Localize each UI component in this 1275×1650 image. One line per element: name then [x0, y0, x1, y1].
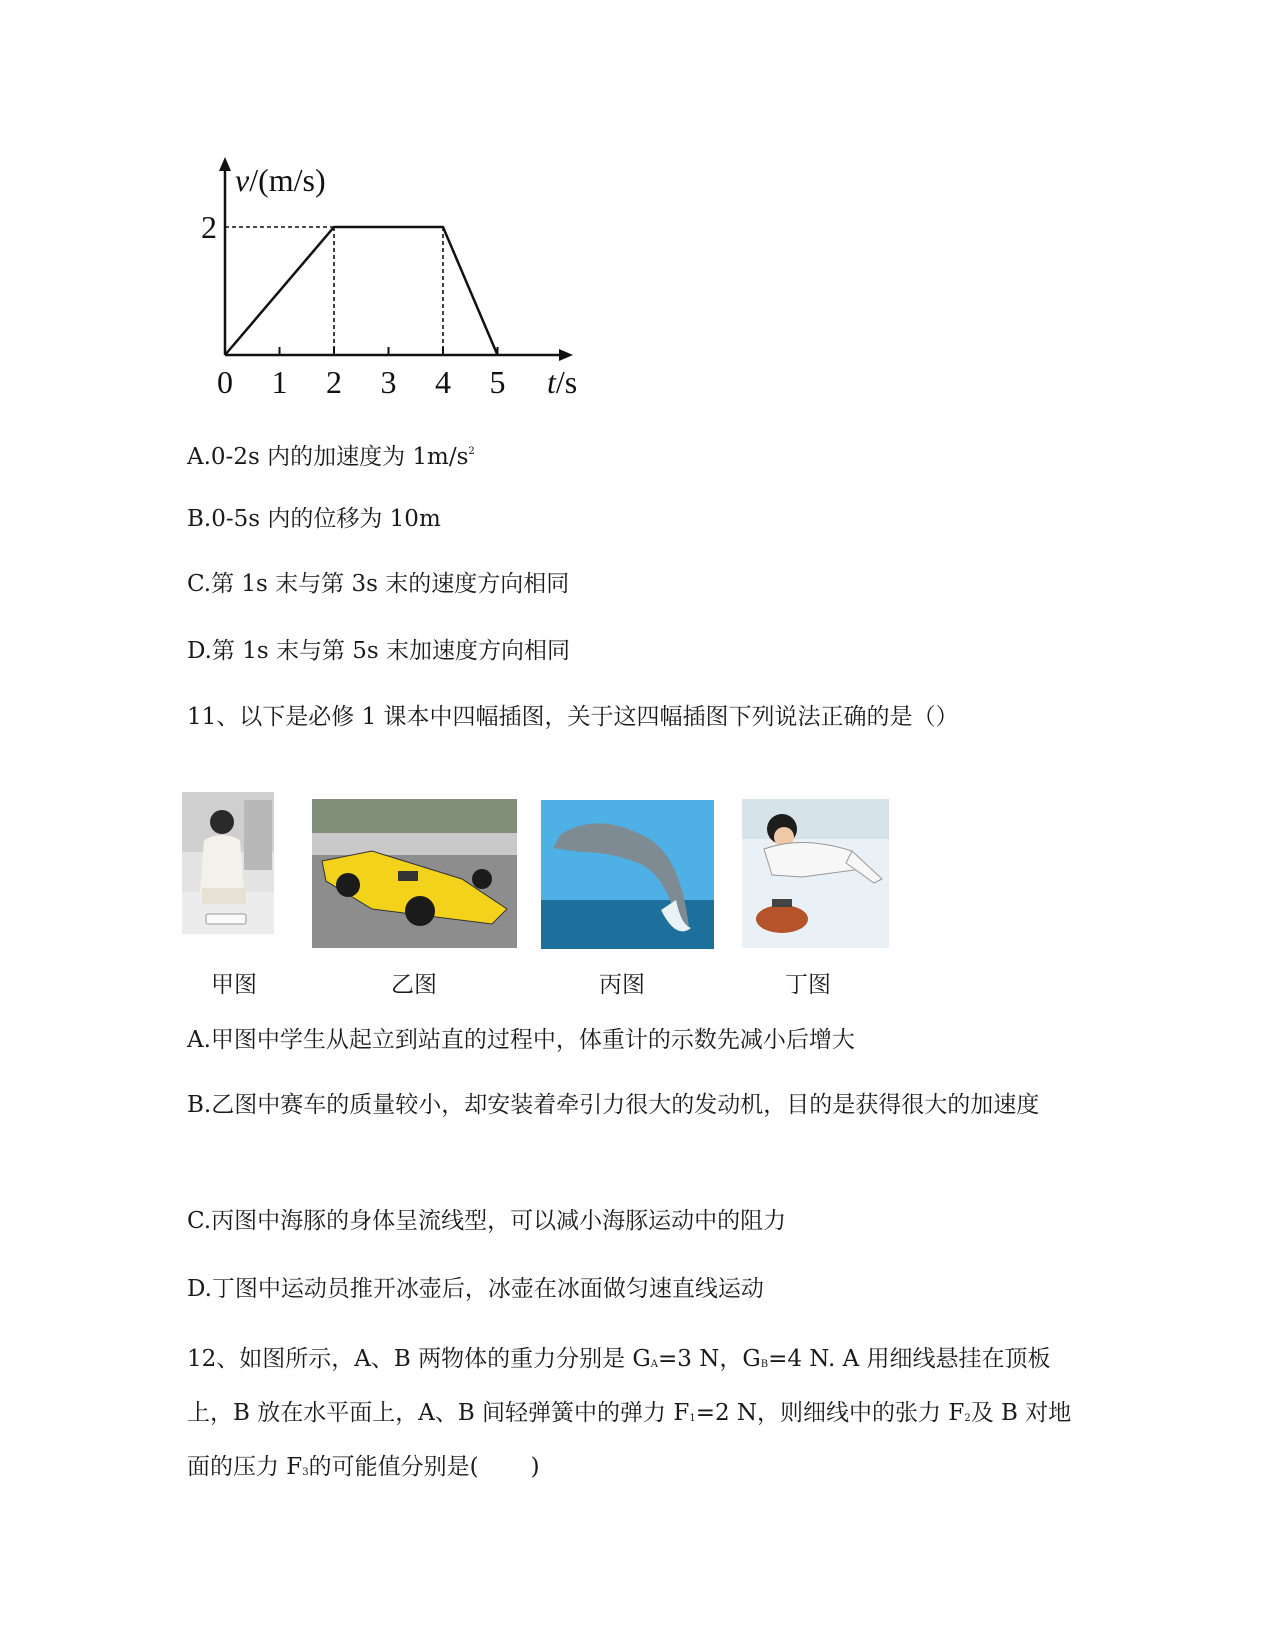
x-tick-label: 5 — [489, 364, 506, 400]
q11-option-a: A.甲图中学生从起立到站直的过程中，体重计的示数先减小后增大 — [187, 1027, 855, 1053]
q10-option-a-superscript: 2 — [468, 446, 475, 457]
q11-option-b: B.乙图中赛车的质量较小，却安装着牵引力很大的发动机，目的是获得很大的加速度 — [187, 1092, 1040, 1118]
x-tick-label: 0 — [217, 364, 233, 400]
x-tick-label: 1 — [271, 364, 288, 400]
q11-stem: 11、以下是必修 1 课本中四幅插图，关于这四幅插图下列说法正确的是（） — [187, 704, 959, 730]
x-axis-arrow — [559, 349, 573, 361]
q12-sub-2: 2 — [964, 1413, 971, 1424]
q10-option-a — [187, 437, 475, 472]
q12-sub-3: 3 — [302, 1467, 309, 1478]
photo-student-on-scale — [182, 792, 274, 934]
velocity-series-line — [225, 227, 498, 355]
q12-stem — [187, 1335, 1087, 1497]
q12-text-6: 的可能值分别是( — [308, 1454, 479, 1480]
q12-text-7: ) — [530, 1454, 540, 1480]
q12-text-5: 及 B 对地面的压力 F — [187, 1400, 1072, 1480]
q12-text-4: =2 N，则细线中的张力 F — [695, 1400, 965, 1426]
x-tick-labels — [217, 364, 506, 400]
caption-jia: 甲图 — [211, 972, 257, 998]
q10-option-b: B.0-5s 内的位移为 10m — [187, 506, 441, 532]
q10-option-c: C.第 1s 末与第 3s 末的速度方向相同 — [187, 571, 570, 597]
q11-option-d: D.丁图中运动员推开冰壶后，冰壶在冰面做匀速直线运动 — [187, 1276, 764, 1302]
graph-marks — [225, 227, 498, 355]
q10-option-a-text: A.0-2s 内的加速度为 1m/s — [187, 444, 469, 470]
q12-sub-b: B — [760, 1359, 769, 1370]
photo-dolphin — [541, 800, 714, 949]
q12-text-3: =4 N. A 用细线悬挂在顶板上，B 放在水平面上，A、B 间轻弹簧中的弹力 F — [187, 1346, 1051, 1426]
x-tick-label: 4 — [435, 364, 451, 400]
q12-sub-1: 1 — [689, 1413, 696, 1424]
y-tick-label: 2 — [201, 209, 217, 245]
caption-yi: 乙图 — [391, 972, 437, 998]
x-tick-label: 2 — [326, 364, 342, 400]
q12-text-2: =3 N，G — [658, 1346, 761, 1372]
q12-sub-a: A — [650, 1359, 659, 1370]
caption-ding: 丁图 — [785, 972, 831, 998]
q11-option-c: C.丙图中海豚的身体呈流线型，可以减小海豚运动中的阻力 — [187, 1208, 787, 1234]
velocity-time-graph — [195, 155, 615, 420]
photo-race-car — [312, 799, 517, 948]
q10-option-d: D.第 1s 末与第 5s 末加速度方向相同 — [187, 638, 571, 664]
photo-curling — [742, 799, 889, 948]
q12-text-1: 12、如图所示，A、B 两物体的重力分别是 G — [187, 1346, 651, 1372]
x-tick-label: 3 — [380, 364, 397, 400]
y-axis-label: v/(m/s) — [235, 162, 326, 198]
x-axis-label: t/s — [547, 364, 578, 400]
y-axis-arrow — [219, 157, 231, 171]
caption-bing: 丙图 — [599, 972, 645, 998]
